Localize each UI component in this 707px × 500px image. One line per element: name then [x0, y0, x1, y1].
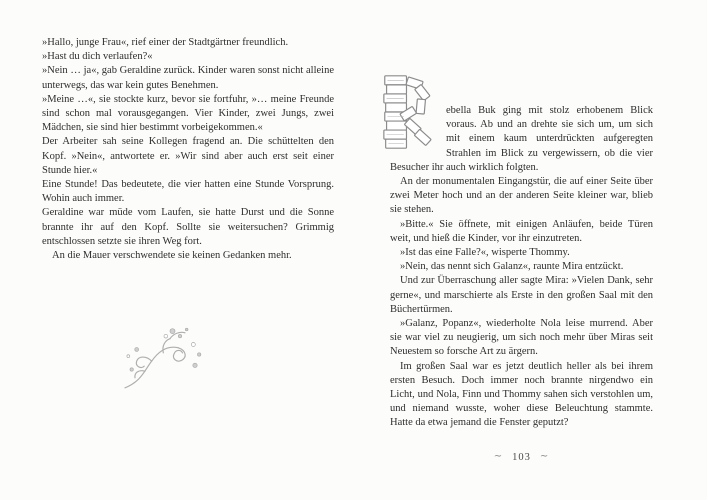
paragraph: »Bitte.« Sie öffnete, mit einigen Anläufen, beide Türen weit, und hieß die Kinder, vor ihr einzutreten. [390, 218, 653, 244]
vine-flourish-icon [120, 318, 220, 396]
drop-cap-paragraph [390, 104, 653, 175]
paragraph-text: ebella Buk ging mit stolz erhobenem Blick voraus. Ab und an drehte sie sich um, um sich mit einem kaum unterdrückten aufgeregten Strahlen im Blick zu vergewissern, ob die vier Besucher ihr auch wirklich folgten. [390, 105, 653, 173]
paragraph: Eine Stunde! Das bedeutete, die vier hatten eine Stunde Vorsprung. Wohin auch immer. [42, 179, 334, 205]
paragraph: An die Mauer verschwendete sie keinen Gedanken mehr. [52, 250, 292, 262]
paragraph: Geraldine war müde vom Laufen, sie hatte Durst und die Sonne brannte ihr auf den Kopf. Sollte sie weitersuchen? Grimmig entschlossen setzte sie ihren Weg fort. [42, 207, 334, 247]
paragraph: »Nein, das nennt sich Galanz«, raunte Mira entzückt. [400, 261, 624, 273]
stacked-books-letter-r-icon [382, 74, 440, 150]
paragraph: »Meine …«, sie stockte kurz, bevor sie fortfuhr, »… meine Freunde sind schon mal vorausgegangen. Vier Kinder, zwei Jungs, zwei Mädchen, sie sind hier bestimmt vorbeigekommen.« [42, 93, 334, 134]
paragraph: »Nein … ja«, gab Geraldine zurück. Kinder waren sonst nicht alleine unterwegs, das war kein gutes Benehmen. [42, 65, 334, 91]
books-drop-cap-illustration [390, 104, 442, 148]
paragraph: An der monumentalen Eingangstür, die auf einer Seite über zwei Meter hoch und an der anderen Seite kleiner war, blieb sie stehen. [390, 176, 653, 216]
tilde-decor-left: ∼ [493, 451, 504, 462]
right-page [390, 104, 653, 431]
paragraph: Und zur Überraschung aller sagte Mira: »Vielen Dank, sehr gerne«, und marschierte als Erste in den großen Saal mit den Büchertürmen. [390, 275, 653, 315]
paragraph: Im großen Saal war es jetzt deutlich heller als bei ihrem ersten Besuch. Doch immer noch brannte nirgendwo ein Licht, und Nola, Finn und Thommy sahen sich verstohlen um, und niemand wusste, woher diese Beleuchtung stammte. Hatte da etwa jemand die Fenster geputzt? [390, 360, 653, 429]
paragraph: »Hallo, junge Frau«, rief einer der Stadtgärtner freundlich. [42, 37, 289, 48]
paragraph: »Hast du dich verlaufen?« [42, 51, 153, 63]
vine-flourish-illustration [120, 318, 220, 396]
paragraph: Der Arbeiter sah seine Kollegen fragend an. Die schüttelten den Kopf. »Nein«, antwortete er. »Wir sind aber auch erst seit einer Stunde hier.« [42, 136, 334, 176]
page-number: 103 [512, 452, 531, 463]
page-footer [390, 452, 653, 463]
paragraph: »Ist das eine Falle?«, wisperte Thommy. [400, 247, 570, 259]
left-page [42, 36, 334, 263]
paragraph: »Galanz, Popanz«, wiederholte Nola leise murrend. Aber sie war viel zu neugierig, um sich noch mehr über Miras seit Neuestem so forsche Art zu ärgern. [390, 318, 653, 358]
tilde-decor-right: ∼ [539, 451, 550, 462]
